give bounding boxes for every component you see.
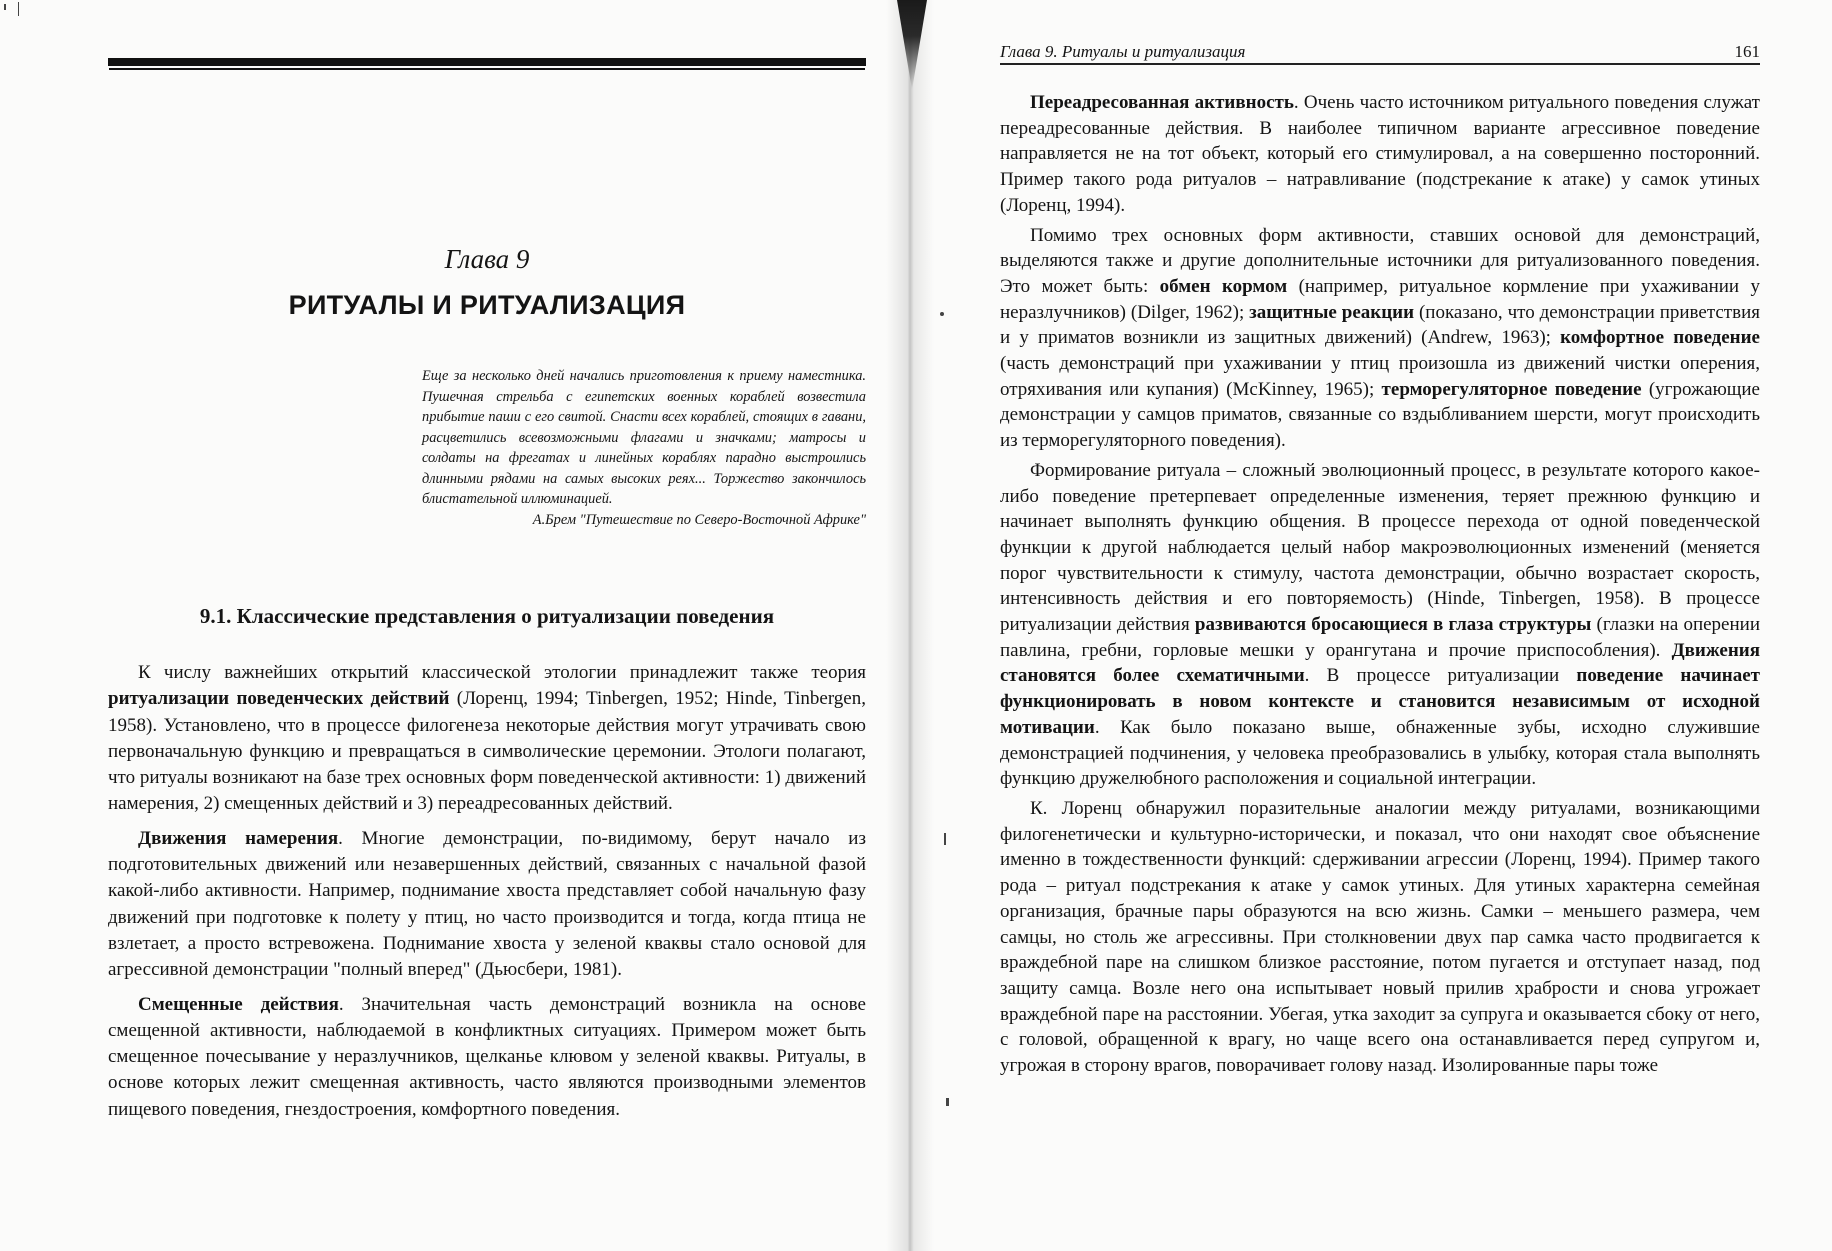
scan-speck bbox=[940, 312, 944, 316]
section-heading: 9.1. Классические представления о ритуализации поведения bbox=[199, 604, 775, 628]
paragraph: Помимо трех основных форм активности, ставших основой для демонстраций, выделяются также и другие дополнительные источники для ритуализованного поведения. Это может быть: обмен кормом (например, ритуальное кормление при ухаживании у неразлучников) (Dilger, 1962); защитные реакции (показано, что демонстрации приветствия и у приматов возникли из защитных движений) (Andrew, 1963); комфортное поведение (часть демонстраций при ухаживании у птиц произошла из движений чистки оперения, отряхивания или купания) (McKinney, 1965); терморегуляторное поведение (угрожающие демонстрации у самцов приматов, связанные со вздыбливанием шерсти, могут происходить из терморегуляторного поведения). bbox=[1000, 224, 1760, 452]
left-body-text bbox=[108, 660, 866, 1123]
book-gutter bbox=[886, 0, 934, 1251]
running-header bbox=[1000, 42, 1760, 62]
paragraph: К. Лоренц обнаружил поразительные аналогии между ритуалами, возникающими филогенетически и культурно-исторически, и показал, что они находят свое объяснение именно в тождественности функций: сдерживании агрессии (Лоренц, 1994). Пример такого рода – ритуал подстрекания к атаке у самок утиных. Для утиных характерна семейная организация, брачные пары образуются на всю жизнь. Самки – меньшего размера, чем самцы, но столь же агрессивны. При столкновении двух пар самка часто продвигается к враждебной паре на слишком близкое расстояние, потом пугается и отступает назад, под защиту самца. Возле него она испытывает новый прилив храбрости и снова угрожает враждебной паре на расстоянии. Убегая, утка заходит за супруга и оказывается сбоку от него, с головой, обращенной к врагу, но чаще всего она останавливается перед супругом и, угрожая в сторону врагов, поворачивает голову назад. Изолированные пары тоже bbox=[1000, 797, 1760, 1077]
chapter-title: РИТУАЛЫ И РИТУАЛИЗАЦИЯ bbox=[288, 290, 686, 320]
epigraph-text: Еще за несколько дней начались приготовления к приему наместника. Пушечная стрельба с египетских военных кораблей возвестила прибытие паши с его свитой. Снасти всех кораблей, стоящих в гавани, расцветились всевозможными флагами и значками; матросы и солдаты на фрегатах и линейных кораблях парадно выстроились длинными рядами на самых высоких реях... Торжество закончилось блистательной иллюминацией. bbox=[422, 368, 866, 507]
epigraph bbox=[422, 366, 866, 530]
scan-speck bbox=[4, 4, 6, 10]
running-title: Глава 9. Ритуалы и ритуализация bbox=[1000, 42, 1246, 61]
paragraph: Смещенные действия. Значительная часть демонстраций возникла на основе смещенной активности, наблюдаемой в конфликтных ситуациях. Примером может быть смещенное почесывание у неразлучников, щелканье клювом у зеленой кваквы. Ритуалы, в основе которых лежит смещенная активность, часто являются производными элементов пищевого поведения, гнездостроения, комфортного поведения. bbox=[108, 993, 866, 1120]
scan-speck bbox=[944, 833, 946, 845]
chapter-label: Глава 9 bbox=[444, 244, 530, 274]
header-rule bbox=[1000, 63, 1760, 65]
paragraph: К числу важнейших открытий классической этологии принадлежит также теория ритуализации поведенческих действий (Лоренц, 1994; Tinbergen, 1952; Hinde, Tinbergen, 1958). Установлено, что в процессе филогенеза некоторые действия могут утрачивать свою первоначальную функцию и превращаться в символические церемонии. Этологи полагают, что ритуалы возникают на базе трех основных форм поведенческой активности: 1) движений намерения, 2) смещенных действий и 3) переадресованных действий. bbox=[108, 662, 866, 815]
epigraph-attribution: А.Брем "Путешествие по Северо-Восточной Африке" bbox=[532, 511, 866, 528]
paragraph: Переадресованная активность. Очень часто источником ритуального поведения служат переадресованные действия. В наиболее типичном варианте агрессивное поведение направляется не на тот объект, который его стимулировал, а на совершенно посторонний. Пример такого рода ритуалов – натравливание (подстрекание к атаке) у самок утиных (Лоренц, 1994). bbox=[1000, 92, 1760, 216]
paragraph: Движения намерения. Многие демонстрации, по-видимому, берут начало из подготовительных движений или незавершенных действий, связанных с начальной фазой какой-либо активности. Например, поднимание хвоста представляет собой начальную фазу движений при подготовке к полету у птиц, но часто производится и тогда, когда птица не взлетает, а просто встревожена. Поднимание хвоста у зеленой кваквы стало основой для агрессивной демонстрации "полный вперед" (Дьюсбери, 1981). bbox=[108, 827, 866, 981]
scan-speck bbox=[946, 1098, 949, 1106]
scan-speck bbox=[18, 2, 19, 16]
page-number: 161 bbox=[1734, 42, 1760, 61]
right-body-text bbox=[1000, 90, 1760, 1079]
paragraph: Формирование ритуала – сложный эволюционный процесс, в результате которого какое-либо поведение претерпевает определенные изменения, теряет прежнюю функцию и начинает выполнять функцию общения. В процессе перехода от одной поведенческой функции к другой наблюдается целый набор макроэволюционных изменений (меняется порог чувствительности к стимулу, частота демонстрации, обычно возрастает скорость, интенсивность действия и его повторяемость) (Hinde, Tinbergen, 1958). В процессе ритуализации действия развиваются бросающиеся в глаза структуры (глазки на оперении павлина, гребни, горловые мешки у орангутана и прочие приспособления). Движения становятся более схематичными. В процессе ритуализации поведение начинает функционировать в новом контексте и становится независимым от исходной мотивации. Как было показано выше, обнаженные зубы, исходно служившие демонстрацией подчинения, у человека преобразовались в улыбку, которая стала выполнять функцию дружелюбного расположения и социальной интеграции. bbox=[1000, 459, 1760, 790]
chapter-top-rule bbox=[108, 58, 866, 68]
